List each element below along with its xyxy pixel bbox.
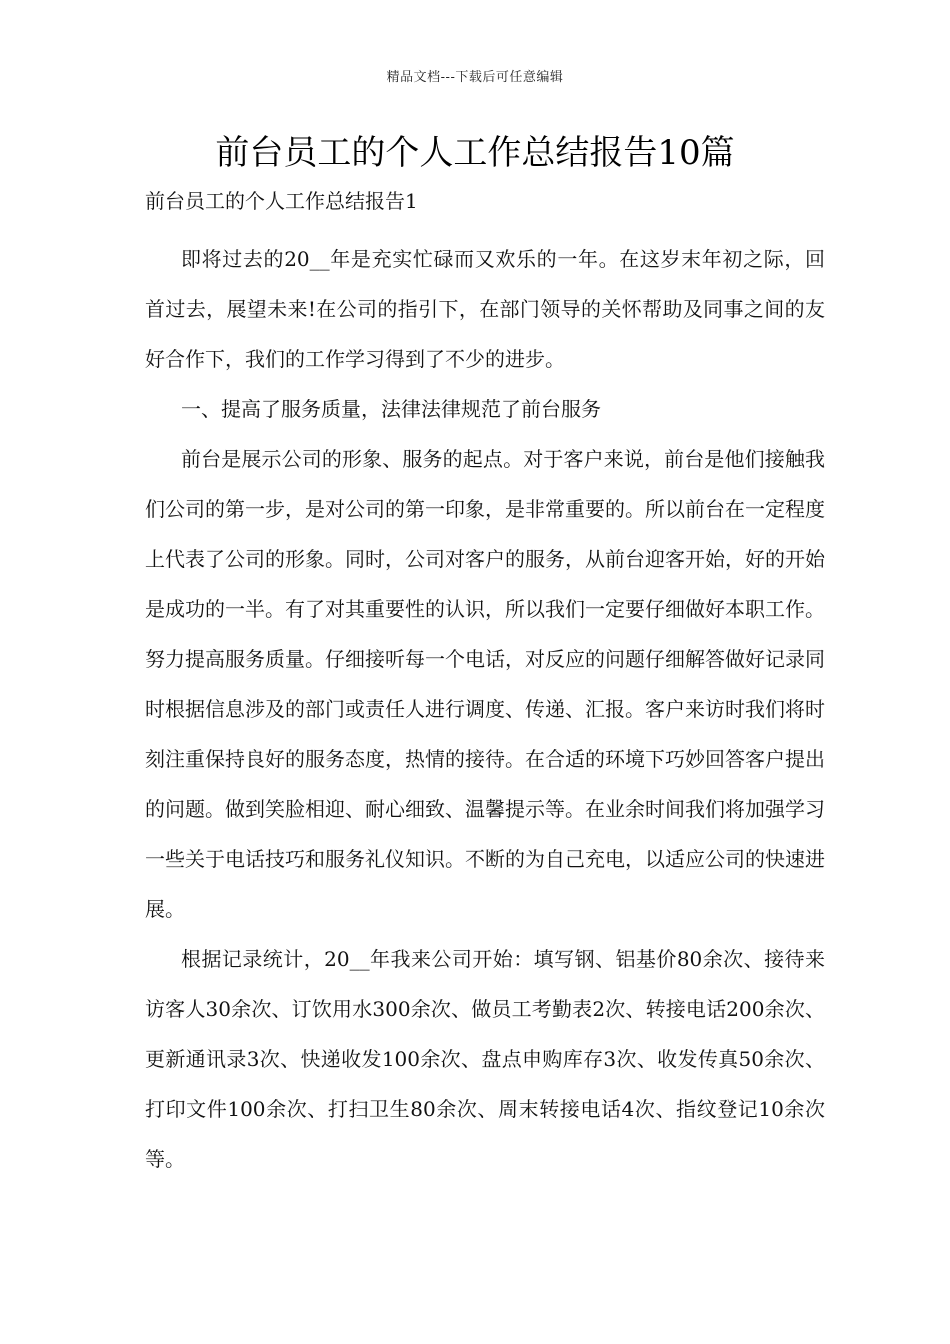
document-body: [145, 184, 825, 1184]
section-subtitle: 前台员工的个人工作总结报告1: [145, 189, 418, 213]
paragraph-statistics: 根据记录统计，20__年我来公司开始：填写钢、铝基价80余次、接待来访客人30余次、订饮用水300余次、做员工考勤表2次、转接电话200余次、更新通讯录3次、快递收发100余次、盘点申购库存3次、收发传真50余次、打印文件100余次、打扫卫生80余次、周末转接电话4次、指纹登记10余次等。: [145, 947, 825, 1171]
header-note: 精品文档---下载后可任意编辑: [386, 70, 564, 85]
document-title: 前台员工的个人工作总结报告10篇: [215, 133, 735, 173]
section-heading-1: 一、提高了服务质量，法律法律规范了前台服务: [181, 397, 601, 421]
paragraph-intro: 即将过去的20__年是充实忙碌而又欢乐的一年。在这岁末年初之际，回首过去，展望未来!在公司的指引下，在部门领导的关怀帮助及同事之间的友好合作下，我们的工作学习得到了不少的进步。: [145, 247, 825, 371]
paragraph-front-desk: 前台是展示公司的形象、服务的起点。对于客户来说，前台是他们接触我们公司的第一步，是对公司的第一印象，是非常重要的。所以前台在一定程度上代表了公司的形象。同时，公司对客户的服务，从前台迎客开始，好的开始是成功的一半。有了对其重要性的认识，所以我们一定要仔细做好本职工作。努力提高服务质量。仔细接听每一个电话，对反应的问题仔细解答做好记录同时根据信息涉及的部门或责任人进行调度、传递、汇报。客户来访时我们将时刻注重保持良好的服务态度，热情的接待。在合适的环境下巧妙回答客户提出的问题。做到笑脸相迎、耐心细致、温馨提示等。在业余时间我们将加强学习一些关于电话技巧和服务礼仪知识。不断的为自己充电，以适应公司的快速进展。: [145, 447, 825, 921]
